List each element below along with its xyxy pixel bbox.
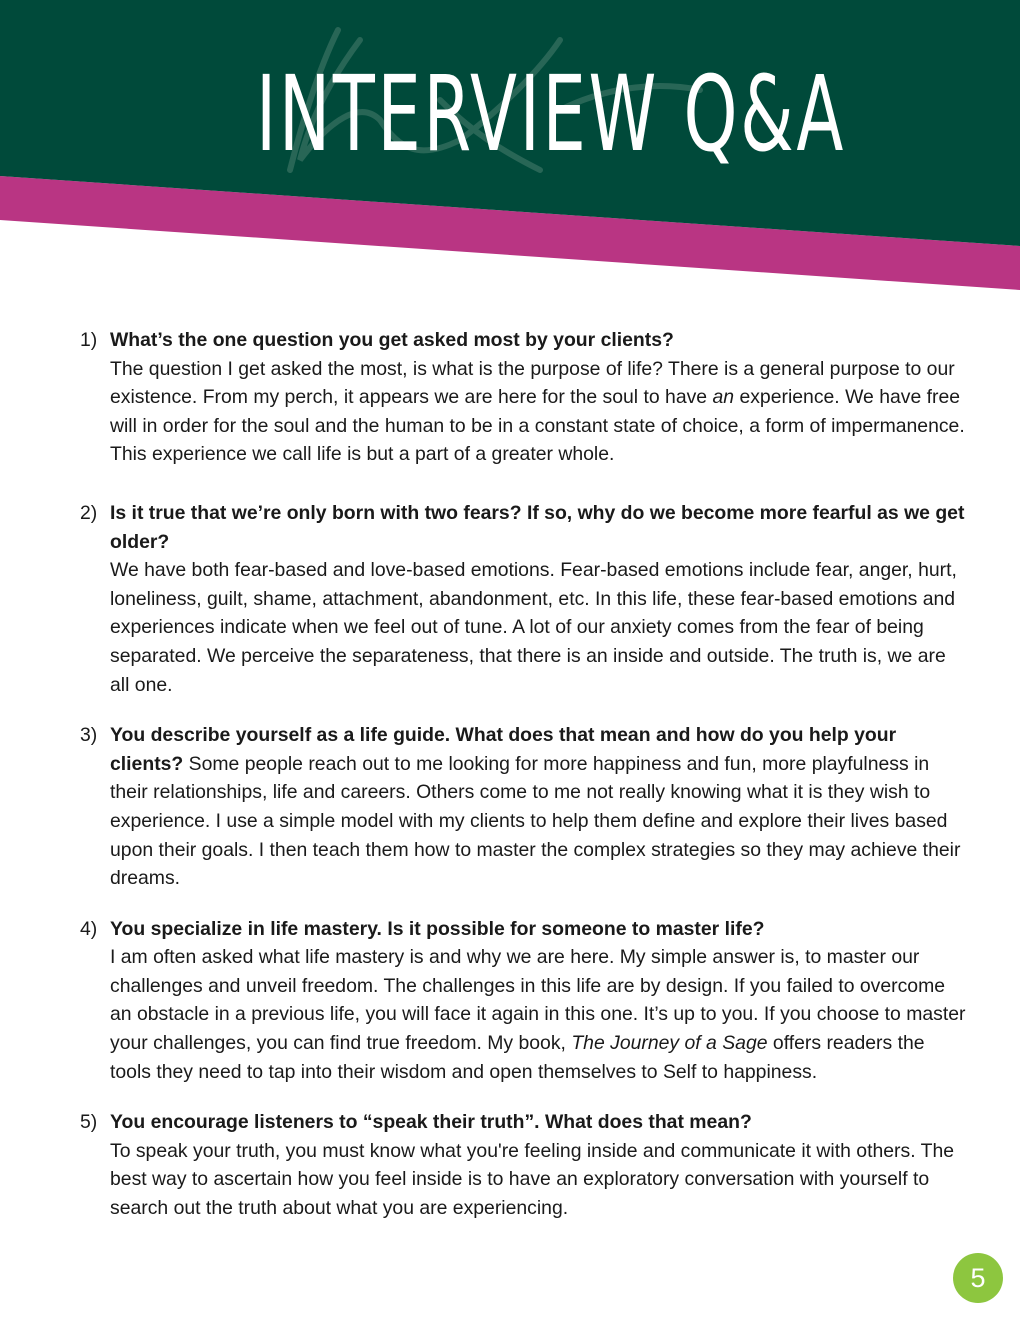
answer-text [110,355,970,469]
question-number: 1) [80,329,98,351]
answer-text: We have both fear-based and love-based emotions. Fear-based emotions include fear, anger, hurt, loneliness, guilt, shame, attachment, abandonment, etc. In this life, these fear-based emotions and experiences indicate when we feel out of tune. A lot of our anxiety comes from the fear of being separated. We perceive the separateness, that there is an inside and outside. The truth is, we are all one. [110,559,957,696]
qa-item [80,326,970,469]
question-text: Is it true that we’re only born with two fears? If so, why do we become more fearful as we get older? [110,501,965,553]
qa-list [80,326,970,1223]
question-text: You specialize in life mastery. Is it possible for someone to master life? [110,917,765,940]
page-title: INTERVIEW Q&A [256,53,846,175]
answer-text [110,943,970,1086]
qa-item [80,499,970,699]
question-number: 2) [80,501,98,524]
question-text: What’s the one question you get asked most by your clients? [110,329,674,351]
qa-item [80,721,970,893]
answer-part: experience. We have free will in order for the soul and the human to be in a constant state of choice, a form of impermanence. This experience we call life is but a part of a greater whole. [110,386,965,466]
answer-text: Some people reach out to me looking for more happiness and fun, more playfulness in their relationships, life and careers. Others come to me not really knowing what it is they wish to experience. I use a simple model with my clients to help them define and explore their lives based upon their goals. I then teach them how to master the complex strategies so they may achieve their dreams. [110,752,961,890]
question-number: 5) [80,1111,98,1134]
qa-item [80,915,970,1087]
question-number: 3) [80,724,98,747]
page-number-badge: 5 [953,1253,1003,1303]
book-title: The Journey of a Sage [571,1032,768,1055]
answer-emphasis: an [712,386,735,409]
answer-part: I am often asked what life mastery is and why we are here. My simple answer is, to master our challenges and unveil freedom. The challenges in this life are by design. If you failed to overcome an obstacle in a previous life, you will face it again in this one. It’s up to you. If you choose to master your challenges, you can find true freedom. My book, [110,946,966,1055]
question-number: 4) [80,917,98,940]
question-text: You describe yourself as a life guide. What does that mean and how do you help your clients? [110,724,897,775]
answer-part: The question I get asked the most, is what is the purpose of life? There is a general purpose to our existence. From my perch, it appears we are here for the soul to have [110,357,955,409]
answer-text: To speak your truth, you must know what you're feeling inside and communicate it with others. The best way to ascertain how you feel inside is to have an exploratory conversation with yourself to search out the truth about what you are experiencing. [110,1139,955,1220]
answer-part: offers readers the tools they need to tap into their wisdom and open themselves to Self to happiness. [110,1032,925,1083]
question-text: You encourage listeners to “speak their truth”. What does that mean? [110,1111,752,1134]
qa-item [80,1108,970,1222]
